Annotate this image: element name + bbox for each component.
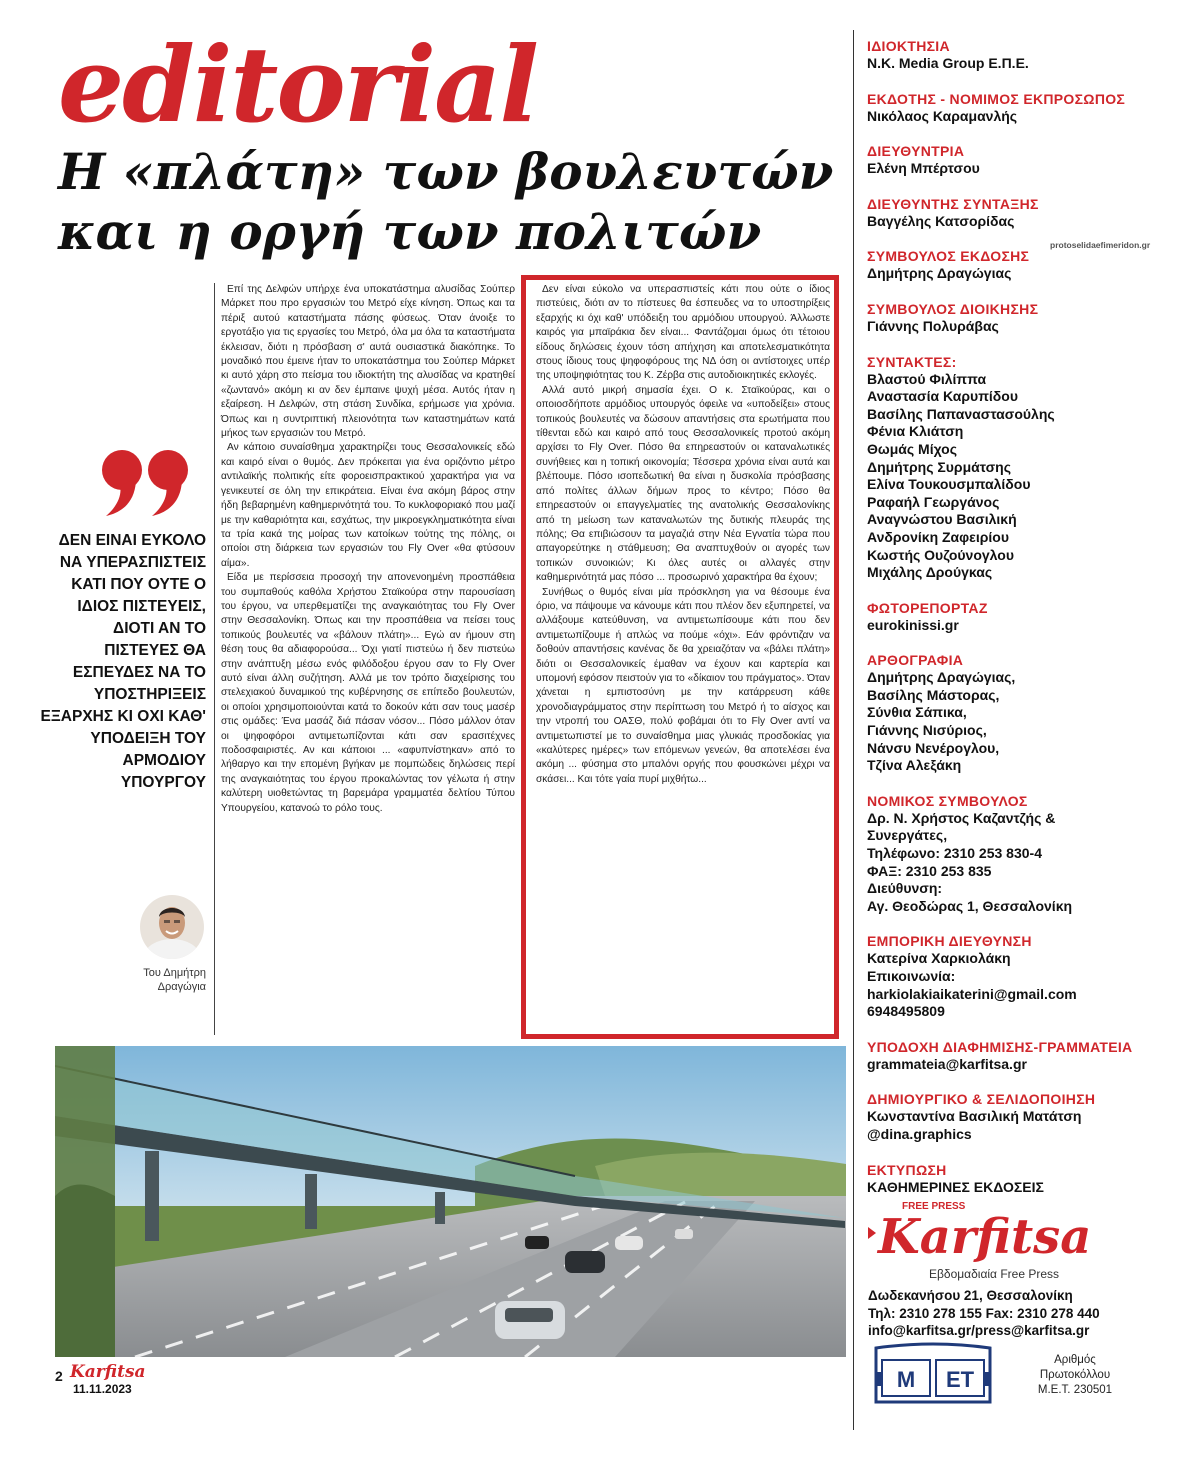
staff-entry: Συνεργάτες, [867, 827, 948, 844]
contact-line: Δωδεκανήσου 21, Θεσσαλονίκη [868, 1288, 1073, 1303]
author-avatar [140, 895, 204, 959]
staff-section-title: ΑΡΘΟΓΡΑΦΙΑ [867, 652, 964, 669]
staff-entry: Γιάννης Πολυράβας [867, 317, 999, 334]
staff-section-title: ΔΗΜΙΟΥΡΓΙΚΟ & ΣΕΛΙΔΟΠΟΙΗΣΗ [867, 1091, 1096, 1108]
karfitsa-logo [868, 1197, 1098, 1269]
staff-entry: harkiolakiaikaterini@gmail.com [867, 985, 1077, 1002]
brand-contact [868, 1287, 1168, 1340]
staff-section [867, 793, 1167, 916]
staff-entry: Θωμάς Μίχος [867, 440, 957, 457]
staff-section [867, 354, 1167, 582]
staff-entry: Κωνσταντίνα Βασιλική Ματάτση [867, 1108, 1082, 1125]
staff-section-title: ΔΙΕΥΘΥΝΤΗΣ ΣΥΝΤΑΞΗΣ [867, 195, 1039, 212]
article-column-1 [214, 283, 515, 1035]
staff-section [867, 38, 1167, 73]
staff-section-title: ΣΥΜΒΟΥΛΟΣ ΔΙΟΙΚΗΣΗΣ [867, 300, 1039, 317]
staff-entry: Βασίλης Μάστορας, [867, 686, 1000, 703]
staff-entry: Ν.Κ. Media Group Ε.Π.Ε. [867, 55, 1029, 71]
staff-entry: Βλαστού Φιλίππα [867, 370, 987, 387]
staff-entry: Ελένη Μπέρτσου [867, 160, 980, 177]
staff-entry: Γιάννης Νισύριος, [867, 722, 987, 739]
column-divider [853, 30, 854, 1430]
byline-line-2: Δραγώγια [157, 981, 206, 993]
staff-entry: Ανδρονίκη Ζαφειρίου [867, 528, 1009, 545]
staff-section [867, 652, 1167, 775]
footer-brand: Karfitsa [70, 1362, 146, 1382]
staff-section [867, 301, 1167, 336]
staff-entry: @dina.graphics [867, 1125, 972, 1142]
staff-entry: Μιχάλης Δρούγκας [867, 564, 993, 581]
staff-section-title: ΦΩΤΟΡΕΠΟΡΤΑΖ [867, 599, 988, 616]
staff-section-title: ΕΜΠΟΡΙΚΗ ΔΙΕΥΘΥΝΣΗ [867, 933, 1032, 950]
staff-section [867, 143, 1167, 178]
article-headline [58, 142, 834, 262]
pull-quote: ΔΕΝ ΕΙΝΑΙ ΕΥΚΟΛΟ ΝΑ ΥΠΕΡΑΣΠΙΣΤΕΙΣ ΚΑΤΙ ΠΟΥ ΟΥΤΕ Ο ΙΔΙΟΣ ΠΙΣΤΕΥΕΙΣ, ΔΙΟΤΙ ΑΝ ΤΟ ΠΙΣΤΕΥΕΣ ΘΑ ΕΣΠΕΥΔΕΣ ΝΑ ΤΟ ΥΠΟΣΤΗΡΙΞΕΙΣ ΕΞΑΡΧΗΣ ΚΙ ΟΧΙ ΚΑΘ' ΥΠΟΔΕΙΞΗ ΤΟΥ ΑΡΜΟΔΙΟΥ ΥΠΟΥΡΓΟΥ [40, 532, 206, 791]
staff-section [867, 91, 1167, 126]
met-letter-m: Μ [896, 1367, 916, 1392]
staff-entry: Κατερίνα Χαρκιολάκη [867, 950, 1011, 967]
staff-section [867, 248, 1167, 283]
staff-section-title: ΕΚΤΥΠΩΣΗ [867, 1161, 947, 1178]
met-line: Μ.Ε.Τ. 230501 [1037, 1384, 1113, 1396]
staff-section [867, 1039, 1167, 1074]
staff-entry: Αναγνώστου Βασιλική [867, 511, 1017, 528]
byline-line-1: Του Δημήτρη [143, 967, 206, 979]
staff-section-title: ΣΥΝΤΑΚΤΕΣ: [867, 353, 957, 370]
quote-mark-icon [100, 448, 195, 518]
staff-entry: ΦΑΞ: 2310 253 835 [867, 862, 992, 879]
watermark: protoselidaefimeridon.gr [1050, 240, 1151, 250]
staff-entry: Δημήτρης Συρμάτσης [867, 458, 1012, 475]
staff-section [867, 1091, 1167, 1143]
logo-arrow-icon [868, 1227, 876, 1239]
staff-section [867, 600, 1167, 635]
staff-entry: eurokinissi.gr [867, 616, 959, 633]
staff-entry: Δρ. Ν. Χρήστος Καζαντζής & [867, 809, 1056, 826]
headline-line-2: και η οργή των πολιτών [58, 202, 762, 261]
staff-entry: Βασίλης Παπαναστασούλης [867, 405, 1055, 422]
staff-entry: Δημήτρης Δραγώγιας, [867, 669, 1016, 686]
staff-entry: Τζίνα Αλεξάκη [867, 757, 962, 774]
staff-section [867, 196, 1167, 231]
staff-entry: Δημήτρης Δραγώγιας [867, 265, 1012, 282]
page-number: 2 [55, 1368, 63, 1384]
staff-section-title: ΥΠΟΔΟΧΗ ΔΙΑΦΗΜΙΣΗΣ-ΓΡΑΜΜΑΤΕΙΑ [867, 1038, 1133, 1055]
logo-super: FREE PRESS [902, 1201, 966, 1212]
staff-entry: Ραφαήλ Γεωργάνος [867, 493, 1000, 510]
staff-entry: ΚΑΘΗΜΕΡΙΝΕΣ ΕΚΔΟΣΕΙΣ [867, 1178, 1044, 1195]
flyover-rendering-image [55, 1046, 846, 1357]
staff-entry: Σύνθια Σάπικα, [867, 704, 967, 721]
headline-line-1: Η «πλάτη» των βουλευτών [58, 142, 834, 201]
author-byline [90, 966, 206, 994]
paragraph: Αλλά αυτό μικρή σημασία έχει. Ο κ. Σταϊκούρας, και ο οποιοσδήποτε αρμόδιος υπουργός όφειλε να «υποδείξει» στους τοπικούς βουλευτές να δώσουν απαντήσεις στα ερωτήματα που τίθενται εδώ και καιρό από τους Θεσσαλονικείς προτού ακόμη αρχίσει το Fly Over. Πόσο θα επηρεαστούν οι καταναλωτικές συνήθειες και η τοπική οικονομία; Τέσσερα χρόνια είναι αυτά και βλέπουμε. Πόσο ισοπεδωτική θα είναι η δυσκολία πρόσβασης από πολίτες άλλων δήμων προς το κέντρο; Πόσο θα επηρεαστούν οι επαγγελματίες της ανατολικής Θεσσαλονίκης από τη μείωση των καταναλωτών της δυτικής πλευράς της πόλης; Θα επιβιώσουν τα μαγαζιά στην Νέα Εγνατία τώρα που απαγορεύτηκε η στάθμευση; Θα αναπτυχθούν οι αγορές των τοπικών συνοικιών; Κι όλες αυτές οι αλλαγές στην καθημερινότητά μας πόσο ... προσωρινό χαρακτήρα θα έχουν; [536, 384, 830, 584]
met-line: Πρωτοκόλλου [1039, 1369, 1111, 1381]
met-registration [1020, 1353, 1130, 1398]
staff-section-title: ΕΚΔΟΤΗΣ - ΝΟΜΙΜΟΣ ΕΚΠΡΟΣΩΠΟΣ [867, 90, 1126, 107]
staff-entry: Αγ. Θεοδώρας 1, Θεσσαλονίκη [867, 897, 1073, 914]
paragraph: Δεν είναι εύκολο να υπερασπιστείς κάτι που ούτε ο ίδιος πιστεύεις, διότι αν το πίστευες θα έσπευδες να το υποστηρίξεις εξαρχής κι όχι καθ' υπόδειξη του αρμόδιου υπουργού. Άλλωστε καιρός για μπαϊράκια δεν είναι... Φαντάζομαι όμως ότι τέτοιου είδους δηλώσεις έχουν τόση απήχηση και αποτελεσματικότητα στους ίδιους τους ψηφοφόρους της ΝΔ όση οι αντίστοιχες υπέρ της υποψηφιότητας του Κ. Ζέρβα στις αυτοδιοικητικές εκλογές. [536, 284, 830, 382]
staff-entry: Φένια Κλιάτση [867, 423, 964, 440]
met-letters-et: ΕΤ [945, 1367, 975, 1392]
paragraph: Αν κάποιο συναίσθημα χαρακτηρίζει τους Θεσσαλονικείς εδώ και καιρό είναι ο θυμός. Δεν πρόκειται για ένα οριζόντιο μέτρο αντιλαϊκής πολιτικής είτε φοροεισπρακτικού χαρακτήρα για να γενικευτεί σε όλη την επικράτεια. Είναι ένα ακόμη βάρος στην ήδη βεβαρημένη καθημερινότητά του. Το κυκλοφοριακό που μαζί με την καθαριότητα και, εσχάτως, την μικροεγκληματικότητα είναι τα τρία κακά της μοίρας των κατοίκων τούτης της πόλης, οι οποίοι στη διάρκεια των εργασιών του Fly Over «θα φτύσουν αίμα». [221, 442, 515, 569]
staff-section-title: ΣΥΜΒΟΥΛΟΣ ΕΚΔΟΣΗΣ [867, 248, 1030, 265]
brand-tagline: Εβδομαδιαία Free Press [929, 1267, 1060, 1281]
paragraph: Είδα με περίσσεια προσοχή την απονενοημένη προσπάθεια του συμπαθούς καθόλα Χρήστου Σταϊκούρα στην παρουσίαση του έργου, να υπερθεματίζει της αναγκαιότητας του Fly Over στην Θεσσαλονίκη. Όπως και την προσπάθεια να πείσει τους τοπικούς βουλευτές να «βάλουν πλάτη»... Εγώ αν ήμουν στη θέση τους θα αδιαφορούσα... Όχι γιατί πιστεύω ή δεν πιστεύω στην ανάπτυξη μέσω ενός φιλόδοξου έργου σαν το Fly Over αυτό είναι άλλη συζήτηση. Αλλά με τον τρόπο διαχείρισης του στελεχιακού δυναμικού της κυβέρνησης σε επίπεδο βουλευτών, οι οποίοι χρησιμοποιούνται κατά το δοκούν κάτι σαν τους μασέρ στις ομάδες: Ένα μασάζ διά πάσαν νόσον... Πόσο μάλλον όταν οι ψηφοφόροι αντιμετωπίζονται κάτι σαν ερασιτέχνες ποδοσφαιριστές. Αν και κάποιοι ... «αφυπνίστηκαν» από το λήθαργο και την επομένη βγήκαν με πομπώδεις δηλώσεις περί της αναγκαιότητας του έργου προκαλώντας τον γέλωτα ή στην καλύτερη υιοθετώντας τη βαρεμάρα γραμματέα δελτίου Τύπου Υπουργείου, κατανοώ το ρόλο τους. [221, 572, 515, 814]
issue-date: 11.11.2023 [73, 1382, 132, 1396]
staff-section-title: ΙΔΙΟΚΤΗΣΙΑ [867, 38, 950, 54]
staff-entry: Επικοινωνία: [867, 968, 956, 984]
staff-entry: grammateia@karfitsa.gr [867, 1055, 1027, 1072]
contact-line: Τηλ: 2310 278 155 Fax: 2310 278 440 [868, 1305, 1100, 1321]
staff-section [867, 1162, 1167, 1197]
staff-section [867, 933, 1167, 1020]
staff-box [867, 38, 1167, 1214]
staff-section-title: ΔΙΕΥΘΥΝΤΡΙΑ [867, 143, 965, 160]
paragraph: Συνήθως ο θυμός είναι μία πρόσκληση για να θέσουμε ένα όριο, να πάψουμε να κάνουμε κάτι που πλέον δεν εξυπηρετεί, να αλλάξουμε κατεύθυνση, να αντιμετωπίσουμε κάτι που δεν αντιμετωπίζουμε ή απλώς να πούμε «όχι». Εάν φρόντιζαν να δοθούν απαντήσεις κανένας δε θα χρειαζόταν να «βάλει πλάτη» διότι οι Θεσσαλονικείς έμαθαν να έχουν και καρτερία και υπομονή εφόσον πειστούν για το «δίκαιον του πράγματος». Όταν χάνεται η εμπιστοσύνη με την κατάρρευση κάθε χρονοδιαγράμματος στην περίπτωση του Μετρό ή το αίσχος και την ντροπή του ΟΑΣΘ, πολύ φοβάμαι ότι το Fly Over αντί να αντιμετωπιστεί με το συναίσθημα μιας γλυκιάς προσδοκίας για «καλύτερες ημέρες» των επόμενων γενεών, θα αποτελέσει ένα ακόμη ... φύσημα στο μπαλόνι οργής που φουσκώνει μέχρι να σκάσει... Και τότε γαία πυρί μιχθήτω... [536, 586, 830, 785]
paragraph: Επί της Δελφών υπήρχε ένα υποκατάστημα αλυσίδας Σούπερ Μάρκετ που προ εργασιών του Μετρό είχε κίνηση. Όπως και τα πέριξ αυτού καταστήματα πάσης φύσεως. Όταν άνοιξε το εργοτάξιο για τις εργασίες του Μετρό, όλα μα όλα τα καταστήματα έκλεισαν, διότι η πρόσβαση σ' αυτά ουσιαστικά διακόπηκε. Το μοναδικό που έμεινε ήταν το υποκατάστημα του Σούπερ Μάρκετ κι αυτό χάρη στο πείσμα του ιδιοκτήτη της αλυσίδας να κρατηθεί «ζωντανό» ακόμη κι αν δεν έμπαινε ψυχή μέσα. Αυτός ήταν η εξαίρεση. Η Δελφών, στη στάση Συνδίκα, ερήμωσε για χρόνια. Όπως και η συντριπτική πλειονότητα των καταστημάτων κατά μήκος των εργασιών του Μετρό. [221, 284, 515, 440]
staff-entry: Διεύθυνση: [867, 880, 943, 897]
staff-section-title: ΝΟΜΙΚΟΣ ΣΥΜΒΟΥΛΟΣ [867, 792, 1028, 809]
staff-entry: Τηλέφωνο: 2310 253 830-4 [867, 845, 1042, 862]
staff-entry: Βαγγέλης Κατσορίδας [867, 212, 1015, 229]
staff-entry: Κωστής Ουζούνογλου [867, 546, 1014, 563]
met-line: Αριθμός [1054, 1354, 1096, 1366]
staff-entry: 6948495809 [867, 1003, 945, 1020]
staff-entry: Νικόλαος Καραμανλής [867, 107, 1018, 124]
staff-entry: Αναστασία Καρυπίδου [867, 388, 1018, 405]
article-column-2 [536, 283, 830, 1033]
logo-wordmark: Karfitsa [878, 1209, 1092, 1265]
staff-entry: Ελίνα Τουκουσμπαλίδου [867, 476, 1031, 493]
met-logo [868, 1342, 998, 1408]
contact-line: info@karfitsa.gr/press@karfitsa.gr [868, 1323, 1090, 1338]
staff-entry: Νάνσυ Νενέρογλου, [867, 739, 1000, 756]
section-kicker: editorial [58, 23, 537, 146]
